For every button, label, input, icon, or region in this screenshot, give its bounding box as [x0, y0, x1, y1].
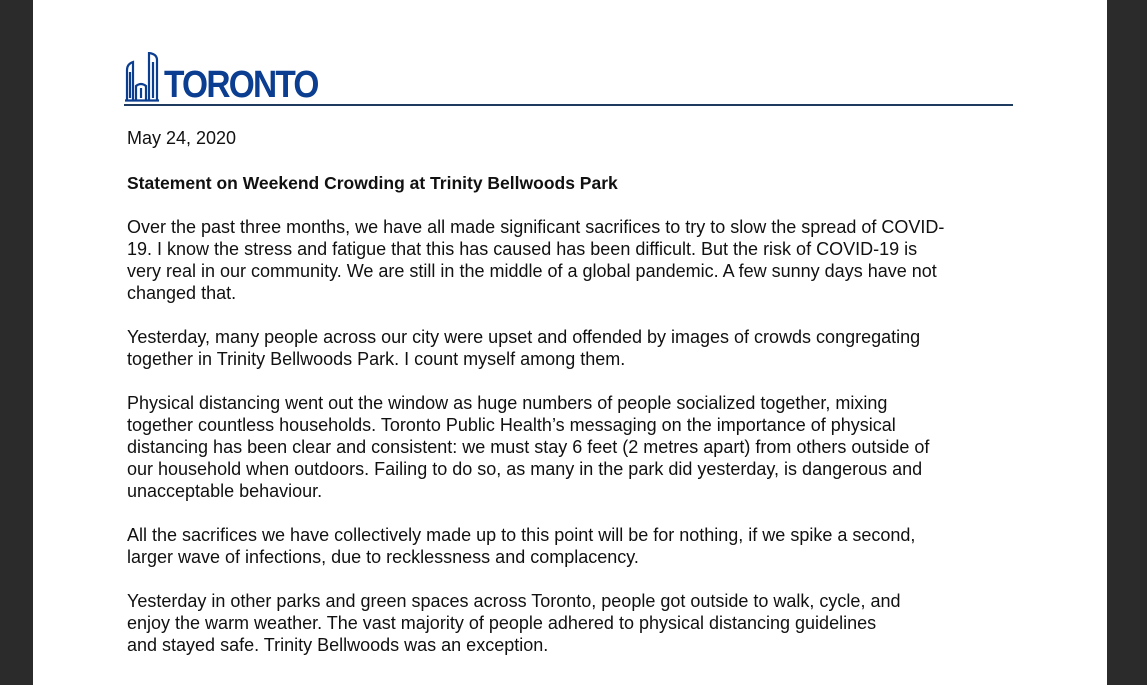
statement-date: May 24, 2020: [127, 128, 237, 148]
paragraph-line: very real in our community. We are still in the middle of a global pandemic. A few sunny days have not: [127, 261, 937, 281]
paragraph-line: enjoy the warm weather. The vast majority of people adhered to physical distancing guidelines: [127, 613, 877, 633]
city-hall-icon: [124, 52, 160, 102]
paragraph-line: and stayed safe. Trinity Bellwoods was an exception.: [127, 635, 549, 655]
paragraph-line: All the sacrifices we have collectively made up to this point will be for nothing, if we spike a second,: [127, 525, 916, 545]
document-body: [127, 127, 1017, 678]
toronto-wordmark: TORONTO: [164, 64, 318, 106]
header-divider: [124, 104, 1013, 106]
paragraph-line: Over the past three months, we have all made significant sacrifices to try to slow the spread of COVID-: [127, 217, 945, 237]
paragraph: [127, 392, 1017, 502]
paragraph-line: together countless households. Toronto Public Health’s messaging on the importance of physical: [127, 415, 896, 435]
paragraph-line: Yesterday in other parks and green spaces across Toronto, people got outside to walk, cycle, and: [127, 591, 901, 611]
statement-title: Statement on Weekend Crowding at Trinity Bellwoods Park: [127, 173, 618, 193]
paragraph-line: larger wave of infections, due to recklessness and complacency.: [127, 547, 639, 567]
paragraph: [127, 326, 1017, 370]
paragraph: [127, 524, 1017, 568]
paragraph: [127, 590, 1017, 656]
paragraph-line: Physical distancing went out the window as huge numbers of people socialized together, mixing: [127, 393, 888, 413]
paragraph-line: distancing has been clear and consistent: we must stay 6 feet (2 metres apart) from others outside of: [127, 437, 930, 457]
paragraph-line: together in Trinity Bellwoods Park. I count myself among them.: [127, 349, 626, 369]
paragraph-line: our household when outdoors. Failing to do so, as many in the park did yesterday, is dangerous and: [127, 459, 923, 479]
paragraph-line: unacceptable behaviour.: [127, 481, 323, 501]
paragraph-line: Yesterday, many people across our city were upset and offended by images of crowds congregating: [127, 327, 921, 347]
paragraph: [127, 216, 1017, 304]
document-page: [33, 0, 1107, 685]
toronto-logo: [124, 50, 339, 106]
paragraph-line: 19. I know the stress and fatigue that this has caused has been difficult. But the risk of COVID-19 is: [127, 239, 918, 259]
paragraph-line: changed that.: [127, 283, 237, 303]
